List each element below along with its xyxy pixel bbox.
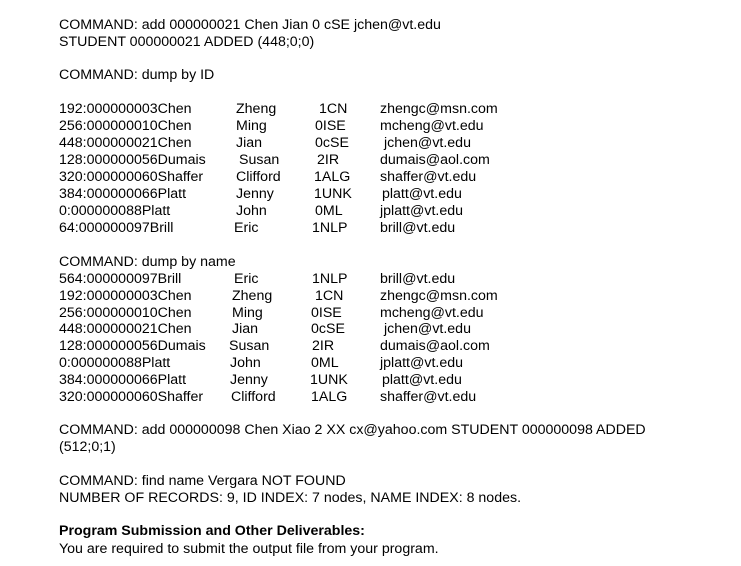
record-key: 256:000000010Chen bbox=[59, 305, 192, 321]
record-email: mcheng@vt.edu bbox=[380, 118, 484, 134]
record-code: 0cSE bbox=[311, 321, 345, 337]
record-key: 0:000000088Platt bbox=[59, 355, 171, 371]
table-row bbox=[59, 152, 719, 169]
dump-name-command: COMMAND: dump by name bbox=[59, 254, 236, 270]
record-key: 0:000000088Platt bbox=[59, 203, 171, 219]
section-heading: Program Submission and Other Deliverables: bbox=[59, 523, 365, 539]
record-key: 448:000000021Chen bbox=[59, 321, 192, 337]
record-email: brill@vt.edu bbox=[380, 220, 456, 236]
record-key: 320:000000060Shaffer bbox=[59, 169, 204, 185]
record-first-name: Clifford bbox=[236, 169, 281, 185]
record-code: 1ALG bbox=[314, 169, 351, 185]
record-key: 384:000000066Platt bbox=[59, 372, 187, 388]
record-code: 1NLP bbox=[312, 271, 348, 287]
record-first-name: Susan bbox=[239, 152, 280, 168]
section-body: You are required to submit the output file from your program. bbox=[59, 541, 439, 557]
record-first-name: Jenny bbox=[230, 372, 268, 388]
record-email: zhengc@msn.com bbox=[380, 101, 498, 117]
add-command-1: COMMAND: add 000000021 Chen Jian 0 cSE jchen@vt.edu bbox=[59, 17, 441, 33]
record-email: shaffer@vt.edu bbox=[380, 389, 477, 405]
record-email: jchen@vt.edu bbox=[384, 135, 471, 151]
record-email: dumais@aol.com bbox=[380, 152, 490, 168]
table-row bbox=[59, 305, 719, 322]
record-code: 2IR bbox=[317, 152, 340, 168]
record-email: mcheng@vt.edu bbox=[380, 305, 484, 321]
table-row bbox=[59, 118, 719, 135]
table-row bbox=[59, 288, 719, 305]
record-key: 448:000000021Chen bbox=[59, 135, 192, 151]
record-email: platt@vt.edu bbox=[382, 372, 462, 388]
record-email: brill@vt.edu bbox=[380, 271, 456, 287]
record-first-name: Jian bbox=[236, 135, 263, 151]
table-row bbox=[59, 101, 719, 118]
record-key: 384:000000066Platt bbox=[59, 186, 187, 202]
record-email: dumais@aol.com bbox=[380, 338, 490, 354]
record-code: 1CN bbox=[319, 101, 348, 117]
table-row bbox=[59, 169, 719, 186]
record-email: platt@vt.edu bbox=[382, 186, 462, 202]
record-email: jchen@vt.edu bbox=[384, 321, 471, 337]
record-first-name: Ming bbox=[236, 118, 267, 134]
table-row bbox=[59, 135, 719, 152]
record-key: 192:000000003Chen bbox=[59, 101, 192, 117]
add-command-2: COMMAND: add 000000098 Chen Xiao 2 XX cx@yahoo.com STUDENT 000000098 ADDED (512;0;1) bbox=[59, 422, 646, 455]
add-result-1: STUDENT 000000021 ADDED (448;0;0) bbox=[59, 34, 315, 50]
record-code: 1UNK bbox=[314, 186, 352, 202]
record-first-name: Clifford bbox=[231, 389, 276, 405]
record-code: 0ISE bbox=[315, 118, 346, 134]
record-code: 0ISE bbox=[311, 305, 342, 321]
table-row bbox=[59, 220, 719, 237]
record-code: 1NLP bbox=[312, 220, 348, 236]
record-code: 1CN bbox=[315, 288, 344, 304]
record-code: 0ML bbox=[315, 203, 343, 219]
record-first-name: Zheng bbox=[232, 288, 273, 304]
record-first-name: John bbox=[236, 203, 267, 219]
record-key: 256:000000010Chen bbox=[59, 118, 192, 134]
record-first-name: Eric bbox=[234, 220, 259, 236]
record-key: 320:000000060Shaffer bbox=[59, 389, 204, 405]
record-email: jplatt@vt.edu bbox=[380, 203, 464, 219]
record-email: shaffer@vt.edu bbox=[380, 169, 477, 185]
table-row bbox=[59, 271, 719, 288]
record-key: 128:000000056Dumais bbox=[59, 338, 206, 354]
summary-line: NUMBER OF RECORDS: 9, ID INDEX: 7 nodes, NAME INDEX: 8 nodes. bbox=[59, 490, 522, 506]
dump-id-command: COMMAND: dump by ID bbox=[59, 67, 215, 83]
record-email: jplatt@vt.edu bbox=[380, 355, 464, 371]
record-first-name: John bbox=[230, 355, 261, 371]
record-first-name: Susan bbox=[229, 338, 270, 354]
record-code: 1UNK bbox=[310, 372, 348, 388]
record-key: 128:000000056Dumais bbox=[59, 152, 206, 168]
record-code: 0cSE bbox=[315, 135, 349, 151]
record-code: 0ML bbox=[311, 355, 339, 371]
record-first-name: Ming bbox=[232, 305, 263, 321]
record-code: 1ALG bbox=[311, 389, 348, 405]
record-key: 64:000000097Brill bbox=[59, 220, 174, 236]
table-row bbox=[59, 321, 719, 338]
table-row bbox=[59, 186, 719, 203]
table-row bbox=[59, 338, 719, 355]
record-first-name: Zheng bbox=[236, 101, 277, 117]
record-email: zhengc@msn.com bbox=[380, 288, 498, 304]
find-command: COMMAND: find name Vergara NOT FOUND bbox=[59, 473, 346, 489]
record-key: 564:000000097Brill bbox=[59, 271, 182, 287]
table-row bbox=[59, 355, 719, 372]
table-row bbox=[59, 203, 719, 220]
table-row bbox=[59, 389, 719, 406]
record-code: 2IR bbox=[312, 338, 335, 354]
record-first-name: Eric bbox=[234, 271, 259, 287]
record-first-name: Jian bbox=[232, 321, 259, 337]
table-row bbox=[59, 372, 719, 389]
record-key: 192:000000003Chen bbox=[59, 288, 192, 304]
record-first-name: Jenny bbox=[236, 186, 274, 202]
